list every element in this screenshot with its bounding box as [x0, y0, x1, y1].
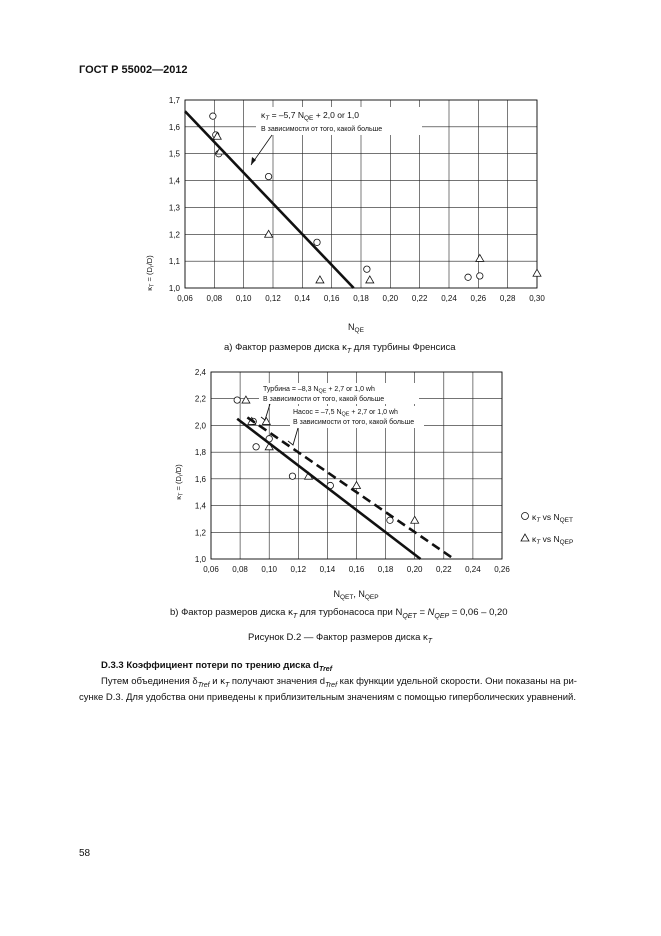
svg-text:В зависимости от того, какой б: В зависимости от того, какой больше [263, 396, 385, 403]
section-d33 [79, 660, 609, 704]
section-paragraph-line2: сунке D.3. Для удобства они приведены к приблизительным значениям с помощью гиперболических уравнений. [79, 691, 576, 703]
x-tick-label: 0,24 [441, 294, 457, 303]
triangle-point [242, 396, 250, 403]
chart-b-turbopump [0, 362, 661, 602]
x-tick-label: 0,12 [265, 294, 281, 303]
fit-line [237, 419, 420, 559]
chart-a-marks [185, 111, 541, 288]
svg-text:κT vs NQEP: $\kappa_T$ vs $N_{QEP}$ [532, 534, 574, 546]
x-tick-label: 0,28 [499, 294, 516, 303]
y-tick-label: 1,2 [194, 528, 206, 538]
x-tick-label: 0,18 [353, 294, 369, 303]
x-tick-label: 0,14 [319, 565, 336, 574]
circle-point [234, 397, 240, 403]
circle-point [477, 273, 483, 279]
svg-text:В зависимости от того, какой б: В зависимости от того, какой больше [261, 126, 383, 133]
chart-a-xlabel: $N_{QE}$ [348, 322, 364, 334]
circle-point [465, 274, 471, 280]
x-tick-label: 0,06 [177, 294, 193, 303]
page-number: 58 [79, 848, 91, 859]
triangle-point [366, 276, 374, 283]
legend-triangle-marker [521, 534, 529, 541]
y-tick-label: 1,7 [168, 96, 180, 105]
x-tick-label: 0,22 [436, 565, 452, 574]
x-tick-label: 0,22 [411, 294, 428, 303]
x-tick-label: 0,14 [294, 294, 311, 303]
chart-a-caption: a) Фактор размеров диска $\kappa_T$ для турбины Френсиса [224, 342, 456, 355]
triangle-point [316, 276, 324, 283]
x-tick-label: 0,16 [323, 294, 340, 303]
chart-a-francis-turbine [0, 90, 661, 340]
svg-text:κT vs NQET: $\kappa_T$ vs $N_{QET}$ [532, 512, 573, 524]
document-header: ГОСТ Р 55002—2012 [79, 64, 188, 76]
x-tick-label: 0,20 [382, 294, 399, 303]
chart-b-caption: b) Фактор размеров диска $\kappa_T$ для турбонасоса при $N_{QET} = N_{QEP} = 0,06 - 0,20$ [170, 607, 508, 620]
chart-a-annotation [251, 107, 422, 165]
x-tick-label: 0,18 [377, 565, 394, 574]
y-tick-label: 1,4 [194, 501, 206, 511]
circle-point [289, 473, 295, 479]
chart-b-ylabel: $\kappa_T = (D_r/D)$ [174, 464, 185, 500]
x-tick-label: 0,26 [470, 294, 487, 303]
triangle-point [533, 269, 541, 276]
y-tick-label: 1,5 [168, 149, 180, 159]
svg-text:Турбина = –8,3 NQE + 2,7 or 1,: Турбина = –8,3 $N_{QE} + 2,7$ or 1,0 wh [263, 386, 375, 395]
x-tick-label: 0,12 [290, 565, 307, 574]
svg-text:κT = –5,7 NQE + 2,0 or 1,0: $\kappa_T = -5,7$ $N_{QE} + 2,0$ or 1,0 [261, 110, 359, 122]
y-tick-label: 1,0 [168, 284, 180, 293]
fit-line [185, 111, 354, 288]
x-tick-label: 0,08 [232, 565, 248, 574]
chart-b-annotation-pump [288, 406, 424, 445]
y-tick-label: 1,0 [194, 555, 206, 564]
triangle-point [265, 230, 273, 237]
x-tick-label: 0,10 [261, 565, 277, 574]
section-title: D.3.3 Коэффициент потери по трению диска $d_{Tref}$ [101, 660, 333, 673]
y-tick-label: 1,3 [168, 203, 180, 213]
chart-b-legend [521, 512, 573, 546]
chart-b-xlabel: $N_{QET}$, $N_{QEP}$ [333, 589, 379, 601]
pump-fit-line [247, 417, 454, 559]
x-tick-label: 0,20 [406, 565, 423, 574]
x-tick-label: 0,10 [235, 294, 252, 303]
x-tick-label: 0,24 [465, 565, 481, 574]
triangle-point [476, 254, 484, 261]
circle-point [210, 113, 216, 119]
y-tick-label: 1,1 [168, 257, 180, 267]
svg-text:В зависимости от того, какой б: В зависимости от того, какой больше [293, 419, 415, 426]
y-tick-label: 2,0 [194, 421, 206, 431]
y-tick-label: 1,6 [194, 474, 206, 484]
y-tick-label: 1,4 [168, 176, 180, 186]
triangle-point [411, 516, 419, 523]
x-tick-label: 0,30 [529, 294, 545, 303]
svg-text:Насос = –7,5 NQE + 2,7 or 1,0: Насос = –7,5 $N_{QE} + 2,7$ or 1,0 wh [293, 409, 398, 418]
figure-caption: Рисунок D.2 — Фактор размеров диска $\kappa_T$ [248, 632, 433, 645]
circle-point [265, 173, 271, 179]
chart-a-ylabel: $\kappa_T = (D_r/D)$ [145, 255, 156, 291]
y-tick-label: 1,8 [194, 448, 206, 458]
triangle-point [353, 482, 361, 489]
circle-point [364, 266, 370, 272]
x-tick-label: 0,16 [348, 565, 365, 574]
y-tick-label: 2,2 [194, 394, 206, 404]
circle-point [253, 444, 259, 450]
y-tick-label: 2,4 [194, 368, 206, 377]
x-tick-label: 0,08 [206, 294, 223, 303]
circle-point [314, 239, 320, 245]
x-tick-label: 0,06 [203, 565, 219, 574]
y-tick-label: 1,6 [168, 122, 180, 132]
legend-circle-marker [522, 513, 529, 520]
y-tick-label: 1,2 [168, 230, 180, 240]
section-paragraph-line1: Путем объединения $\delta_{Tref}$ и $\kappa_T$ получают значения $d_{Tref}$ как функции удельной скорости. Они показаны на ри- [101, 675, 577, 689]
x-tick-label: 0,26 [494, 565, 510, 574]
